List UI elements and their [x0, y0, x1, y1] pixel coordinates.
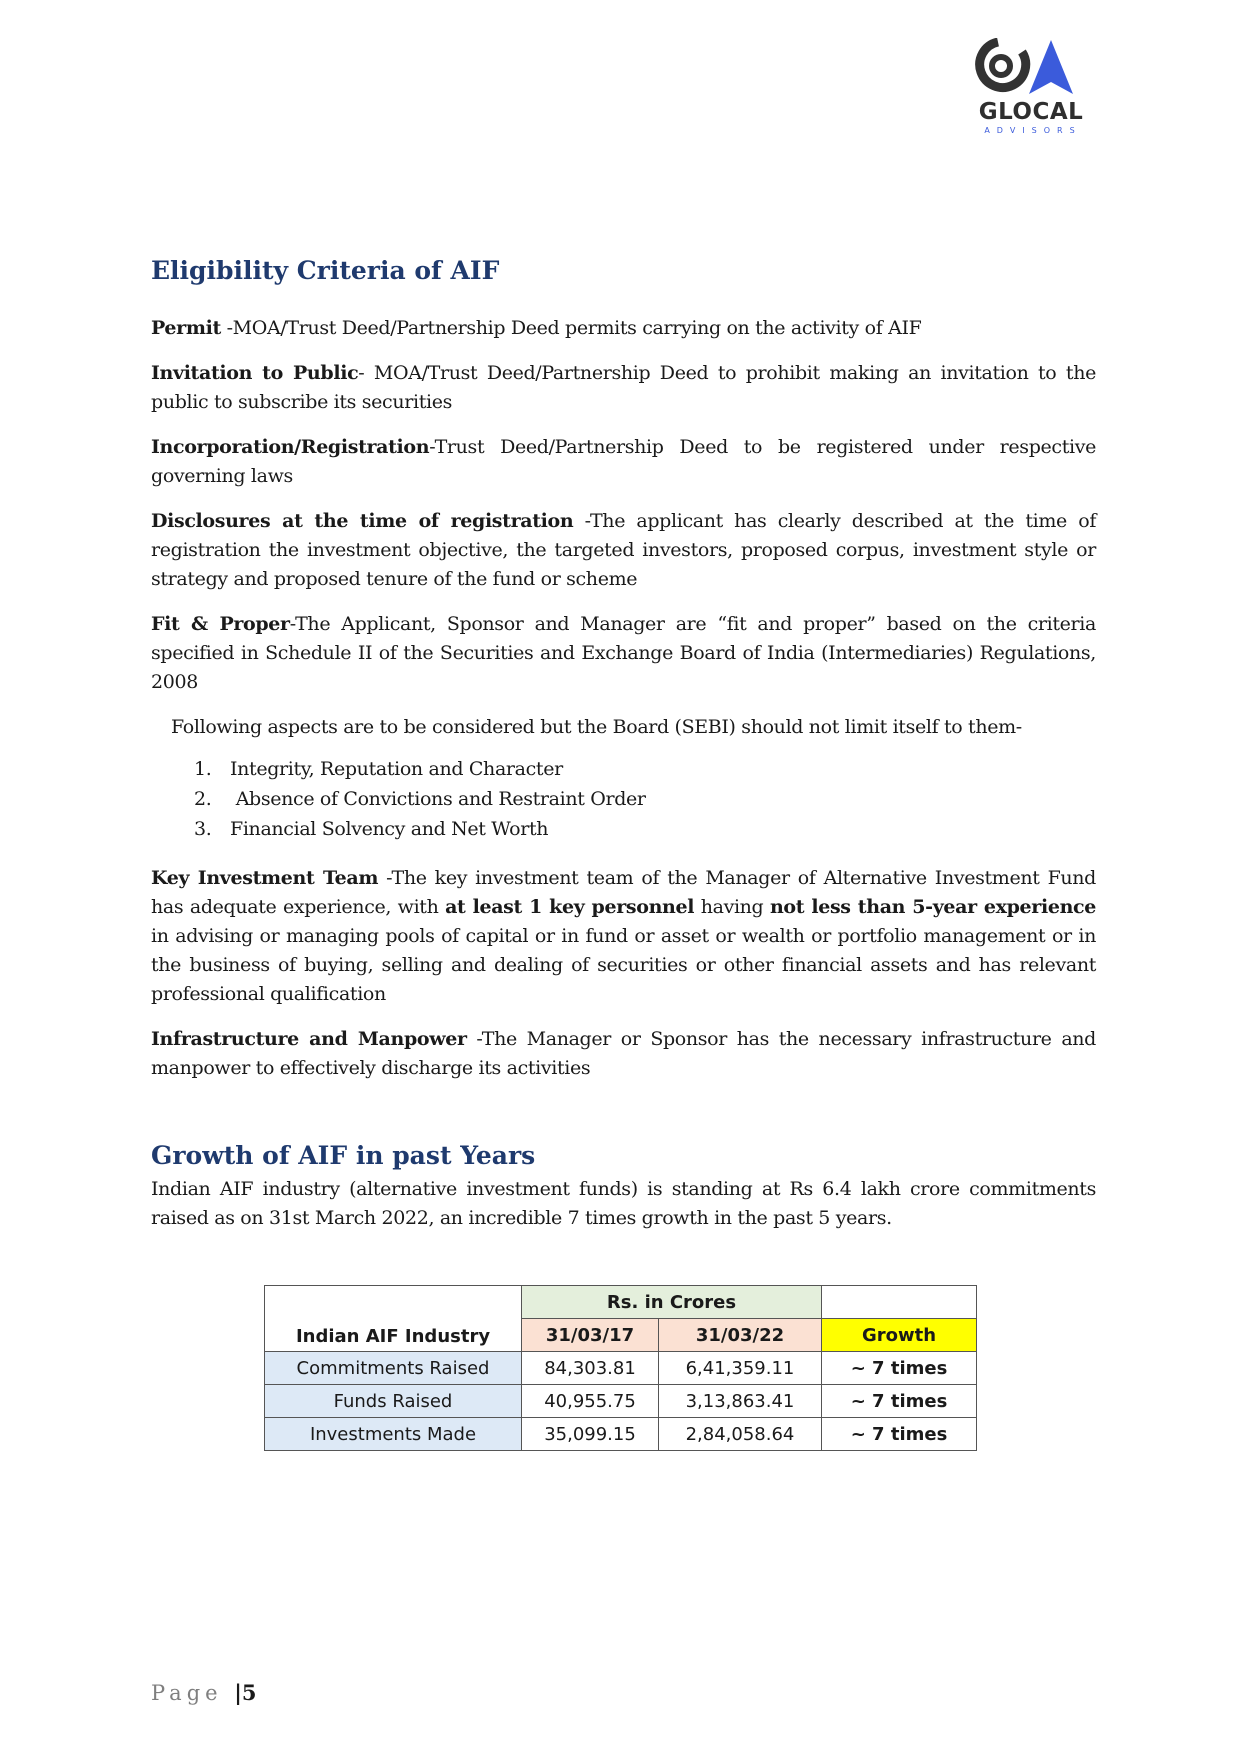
incorporation-term: Incorporation/Registration: [151, 436, 430, 458]
table-header-empty: [822, 1286, 977, 1319]
table-cell-growth: ~ 7 times: [822, 1352, 977, 1385]
table-row-label: Funds Raised: [265, 1385, 522, 1418]
glocal-advisors-logo: [975, 38, 1095, 138]
invitation-text: - MOA/Trust Deed/Partnership Deed to prohibit making an invitation to the public to subscribe its securities: [151, 362, 1096, 413]
aspects-list: [151, 754, 1096, 844]
footer-page-number: 5: [241, 1680, 257, 1705]
logo-brand-text: GLOCAL: [978, 99, 1084, 125]
table-header-2017: 31/03/17: [522, 1319, 659, 1352]
infrastructure-text: -The Manager or Sponsor has the necessary infrastructure and manpower to effectively discharge its activities: [151, 1028, 1096, 1079]
logo-subtitle-text: ADVISORS: [984, 126, 1082, 135]
disclosures-text: -The applicant has clearly described at the time of registration the investment objective, the targeted investors, proposed corpus, investment style or strategy and proposed tenure of the fund or scheme: [151, 510, 1096, 590]
invitation-paragraph: [151, 359, 1096, 417]
table-cell-2017: 40,955.75: [522, 1385, 659, 1418]
list-item: [151, 754, 1096, 784]
section-spacer: [151, 1099, 1096, 1141]
growth-title: Growth of AIF in past Years: [151, 1141, 536, 1170]
table-group-header: Rs. in Crores: [522, 1286, 822, 1319]
table-header-label: Indian AIF Industry: [265, 1286, 522, 1352]
list-item-number: 3.: [194, 818, 212, 840]
infrastructure-paragraph: [151, 1025, 1096, 1083]
table-cell-2022: 2,84,058.64: [659, 1418, 822, 1451]
aif-growth-table: [264, 1285, 977, 1451]
table-cell-growth: ~ 7 times: [822, 1418, 977, 1451]
table-header-2022: 31/03/22: [659, 1319, 822, 1352]
logo-mark-icon: [975, 38, 1087, 98]
table-row: [265, 1385, 977, 1418]
growth-paragraph: Indian AIF industry (alternative investment funds) is standing at Rs 6.4 lakh crore commitments raised as on 31st March 2022, an incredible 7 times growth in the past 5 years.: [151, 1178, 1096, 1229]
infrastructure-term: Infrastructure and Manpower: [151, 1028, 467, 1050]
list-item-text: Financial Solvency and Net Worth: [230, 818, 549, 840]
aspects-intro: Following aspects are to be considered but the Board (SEBI) should not limit itself to them-: [171, 716, 1022, 738]
table-row-label: Commitments Raised: [265, 1352, 522, 1385]
incorporation-paragraph: [151, 433, 1096, 491]
footer-page-word: Page: [151, 1681, 223, 1705]
page-content: [151, 256, 1096, 1249]
key-team-highlight-experience: not less than 5-year experience: [769, 896, 1096, 918]
key-team-highlight-personnel: at least 1 key personnel: [445, 896, 695, 918]
disclosures-paragraph: [151, 507, 1096, 594]
page-footer: [151, 1680, 257, 1705]
fit-proper-paragraph: [151, 610, 1096, 697]
incorporation-text: -Trust Deed/Partnership Deed to be registered under respective governing laws: [151, 436, 1096, 487]
key-team-text: -The key investment team of the Manager of Alternative Investment Fund has adequate experience, with: [151, 867, 1096, 918]
list-item-number: 1.: [194, 758, 212, 780]
table-row: [265, 1352, 977, 1385]
key-team-term: Key Investment Team: [151, 867, 379, 889]
table-cell-2022: 3,13,863.41: [659, 1385, 822, 1418]
list-item-text: Absence of Convictions and Restraint Order: [230, 788, 646, 810]
permit-term: Permit: [151, 317, 221, 339]
key-team-text: in advising or managing pools of capital or in fund or asset or wealth or portfolio management or in the business of buying, selling and dealing of securities or other financial assets and has relevant professional qualification: [151, 925, 1096, 1005]
disclosures-term: Disclosures at the time of registration: [151, 510, 574, 532]
list-item: [151, 814, 1096, 844]
key-team-paragraph: [151, 864, 1096, 1009]
table-row: [265, 1418, 977, 1451]
fit-proper-text: -The Applicant, Sponsor and Manager are “fit and proper” based on the criteria specified in Schedule II of the Securities and Exchange Board of India (Intermediaries) Regulations, 2008: [151, 613, 1096, 693]
permit-text: -MOA/Trust Deed/Partnership Deed permits carrying on the activity of AIF: [220, 317, 922, 339]
permit-paragraph: [151, 314, 1096, 343]
key-team-text: having: [694, 896, 770, 918]
fit-proper-term: Fit & Proper: [151, 613, 290, 635]
eligibility-title: Eligibility Criteria of AIF: [151, 256, 500, 285]
table-cell-growth: ~ 7 times: [822, 1385, 977, 1418]
invitation-term: Invitation to Public: [151, 362, 359, 384]
list-item: [151, 784, 1096, 814]
table-cell-2022: 6,41,359.11: [659, 1352, 822, 1385]
table-row-label: Investments Made: [265, 1418, 522, 1451]
table-cell-2017: 84,303.81: [522, 1352, 659, 1385]
footer-separator: |: [234, 1680, 242, 1705]
list-item-text: Integrity, Reputation and Character: [230, 758, 563, 780]
list-item-number: 2.: [194, 788, 212, 810]
table-cell-2017: 35,099.15: [522, 1418, 659, 1451]
table-header-growth: Growth: [822, 1319, 977, 1352]
